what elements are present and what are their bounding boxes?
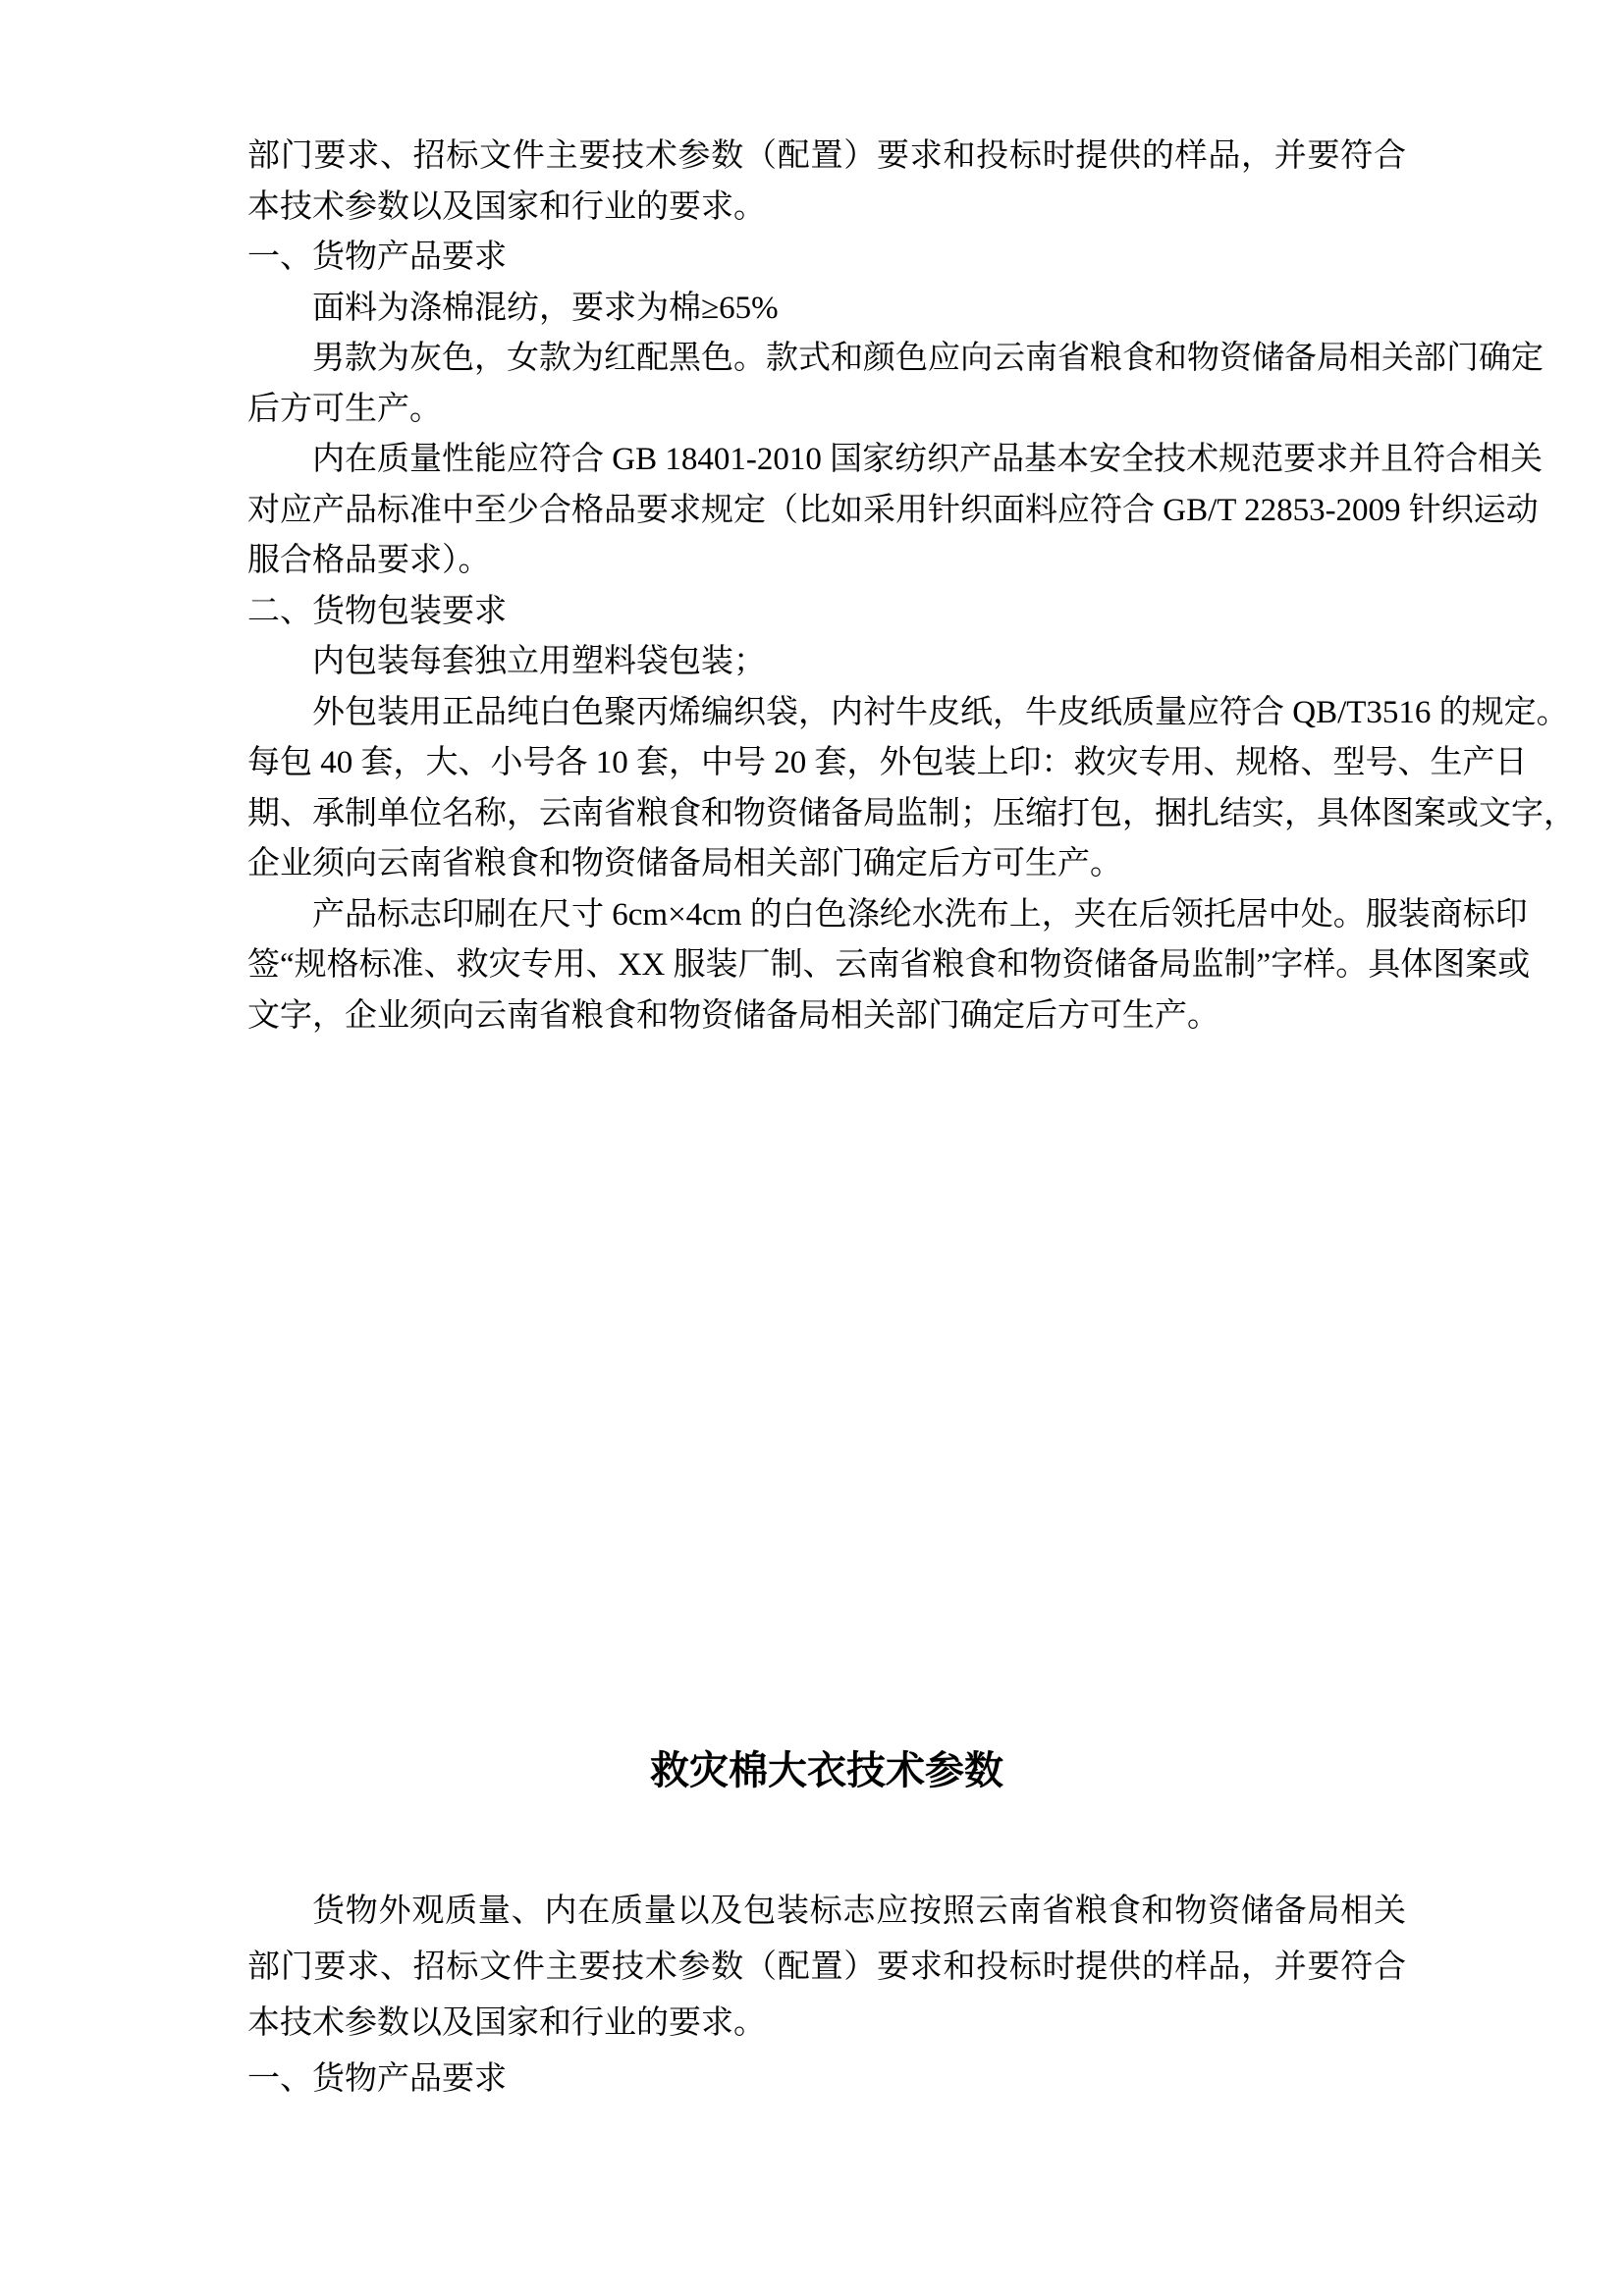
text-line: 男款为灰色，女款为红配黑色。款式和颜色应向云南省粮食和物资储备局相关部门确定: [312, 341, 1543, 376]
section-heading: 一、货物产品要求: [247, 240, 507, 275]
text-line: 文字，企业须向云南省粮食和物资储备局相关部门确定后方可生产。: [247, 997, 1219, 1034]
text-line: 货物外观质量、内在质量以及包装标志应按照云南省粮食和物资储备局相关: [312, 1894, 1406, 1929]
text-line: 内在质量性能应符合 GB 18401-2010 国家纺织产品基本安全技术规范要求并且符合相关: [312, 442, 1543, 477]
text-line: 对应产品标准中至少合格品要求规定（比如采用针织面料应符合 GB/T 22853-2009 针织运动: [247, 492, 1539, 528]
text-line: 本技术参数以及国家和行业的要求。: [247, 188, 766, 225]
section-heading: 一、货物产品要求: [247, 2061, 507, 2097]
text-line: 期、承制单位名称，云南省粮食和物资储备局监制；压缩打包，捆扎结实，具体图案或文字，: [247, 795, 1576, 831]
text-line: 部门要求、招标文件主要技术参数（配置）要求和投标时提供的样品，并要符合: [247, 138, 1406, 174]
text-line: 后方可生产。: [247, 391, 442, 427]
page-title: 救灾棉大衣技术参数: [650, 1748, 1003, 1792]
text-line: 每包 40 套，大、小号各 10 套，中号 20 套，外包装上印：救灾专用、规格、型号、生产日: [247, 745, 1528, 780]
section1-body: [247, 132, 1576, 1041]
text-line: 部门要求、招标文件主要技术参数（配置）要求和投标时提供的样品，并要符合: [247, 1949, 1406, 1985]
text-line: 企业须向云南省粮食和物资储备局相关部门确定后方可生产。: [247, 846, 1122, 881]
text-line: 产品标志印刷在尺寸 6cm×4cm 的白色涤纶水洗布上，夹在后领托居中处。服装商标印: [312, 896, 1528, 933]
text-line: 内包装每套独立用塑料袋包装；: [312, 644, 766, 679]
text-line: 外包装用正品纯白色聚丙烯编织袋，内衬牛皮纸，牛皮纸质量应符合 QB/T3516 的规定。: [312, 694, 1569, 730]
text-line: 面料为涤棉混纺，要求为棉≥65%: [312, 290, 779, 326]
text-line: 本技术参数以及国家和行业的要求。: [247, 2005, 766, 2041]
text-line: 签“规格标准、救灾专用、XX 服装厂制、云南省粮食和物资储备局监制”字样。具体图案或: [247, 947, 1531, 983]
section-heading: 二、货物包装要求: [247, 593, 507, 629]
text-line: 服合格品要求）。: [247, 543, 491, 578]
section2-body: [247, 1884, 1406, 2108]
